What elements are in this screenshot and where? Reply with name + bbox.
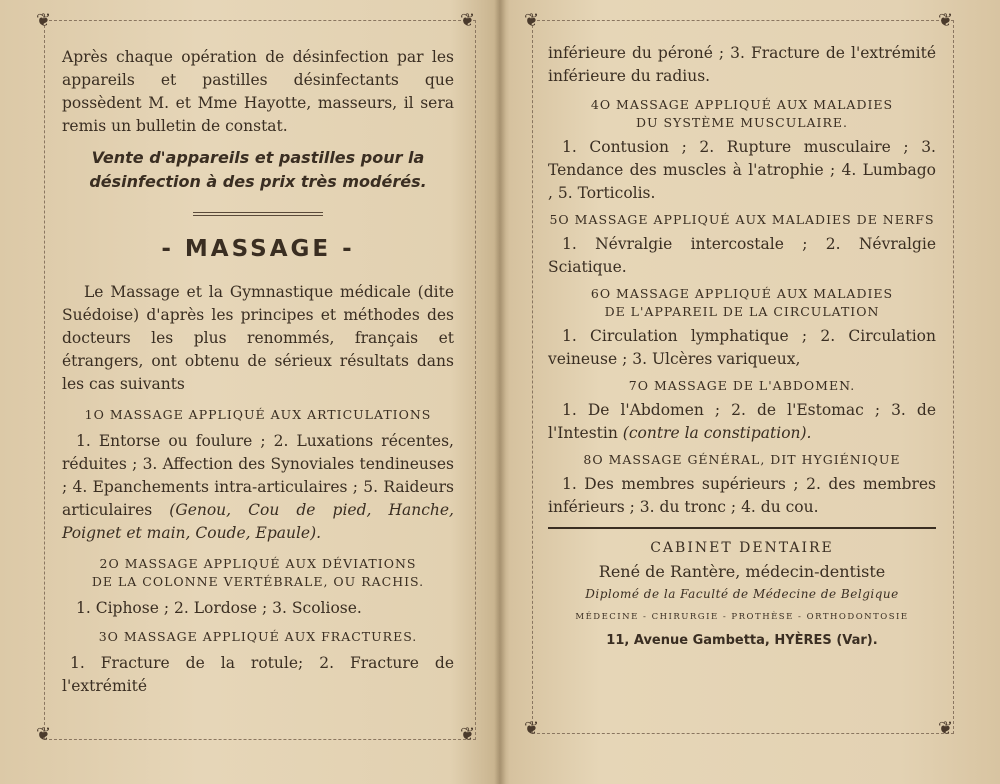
- section-4-heading-line2: DU SYSTÈME MUSCULAIRE.: [635, 115, 849, 130]
- massage-title: - MASSAGE -: [161, 236, 355, 262]
- section-6-text: 1. Circulation lymphatique ; 2. Circulation veineuse ; 3. Ulcères variqueux,: [548, 327, 936, 368]
- section-5-heading: 5O MASSAGE APPLIQUÉ AUX MALADIES DE NERFS: [549, 212, 935, 227]
- corner-ornament-icon: ❦: [524, 10, 540, 31]
- section-3-text: 1. Fracture de la rotule; 2. Fracture de l'extrémité: [62, 654, 454, 695]
- section-4-heading-line1: 4O MASSAGE APPLIQUÉ AUX MALADIES: [590, 97, 894, 112]
- section-2-heading-line1: 2O MASSAGE APPLIQUÉ AUX DÉVIATIONS: [99, 556, 417, 571]
- section-3-heading: 3O MASSAGE APPLIQUÉ AUX FRACTURES.: [98, 629, 418, 644]
- intro-paragraph: Après chaque opération de désinfection par les appareils et pastilles désinfectants que possèdent M. et Mme Hayotte, masseurs, il sera remis un bulletin de constat.: [62, 48, 454, 135]
- section-5-text: 1. Névralgie intercostale ; 2. Névralgie Sciatique.: [548, 235, 936, 276]
- diploma-line: Diplomé de la Faculté de Médecine de Belgique: [585, 587, 899, 601]
- section-2-heading-line2: DE LA COLONNE VERTÉBRALE, OU RACHIS.: [91, 574, 425, 589]
- continued-text: inférieure du péroné ; 3. Fracture de l'extrémité inférieure du radius.: [548, 44, 936, 85]
- divider: [548, 527, 936, 529]
- center-fold: [494, 0, 506, 784]
- corner-ornament-icon: ❦: [36, 10, 52, 31]
- section-2-text: 1. Ciphose ; 2. Lordose ; 3. Scoliose.: [76, 599, 362, 617]
- specialties-line: MÉDECINE - CHIRURGIE - PROTHÈSE - ORTHODONTOSIE: [575, 612, 909, 622]
- dentist-name: René de Rantère, médecin-dentiste: [598, 562, 886, 581]
- corner-ornament-icon: ❦: [938, 10, 954, 31]
- corner-ornament-icon: ❦: [36, 724, 52, 745]
- right-page: [524, 10, 958, 740]
- section-7-italic: (contre la constipation).: [622, 424, 812, 442]
- cabinet-dentaire: CABINET DENTAIRE: [650, 540, 834, 556]
- massage-intro: Le Massage et la Gymnastique médicale (dite Suédoise) d'après les principes et méthodes des docteurs les plus renommés, français et étrangers, ont obtenu de sérieux résultats dans les cas suivants: [62, 283, 454, 393]
- address-line: 11, Avenue Gambetta, HYÈRES (Var).: [606, 633, 878, 648]
- left-page: [36, 10, 480, 745]
- section-8-text: 1. Des membres supérieurs ; 2. des membres inférieurs ; 3. du tronc ; 4. du cou.: [548, 475, 936, 516]
- section-7-heading: 7O MASSAGE DE L'ABDOMEN.: [628, 378, 856, 393]
- section-6-heading-line2: DE L'APPAREIL DE LA CIRCULATION: [604, 304, 880, 319]
- section-1-text: 1. Entorse ou foulure ; 2. Luxations récentes, réduites ; 3. Affection des Synoviales tendineuses ; 4. Epanchements intra-articulaires ; 5. Raideurs articulaires: [62, 432, 454, 519]
- section-1-italic: (Genou, Cou de pied, Hanche, Poignet et main, Coude, Epaule).: [62, 501, 454, 542]
- corner-ornament-icon: ❦: [938, 718, 954, 739]
- corner-ornament-icon: ❦: [460, 724, 476, 745]
- section-6-heading-line1: 6O MASSAGE APPLIQUÉ AUX MALADIES: [590, 286, 894, 301]
- corner-ornament-icon: ❦: [460, 10, 476, 31]
- corner-ornament-icon: ❦: [524, 718, 540, 739]
- vente-notice: Vente d'appareils et pastilles pour la désinfection à des prix très modérés.: [89, 148, 427, 191]
- section-7-text: 1. De l'Abdomen ; 2. de l'Estomac ; 3. de l'Intestin: [548, 401, 936, 442]
- section-4-text: 1. Contusion ; 2. Rupture musculaire ; 3. Tendance des muscles à l'atrophie ; 4. Lumbago , 5. Torticolis.: [548, 138, 936, 202]
- section-8-heading: 8O MASSAGE GÉNÉRAL, DIT HYGIÉNIQUE: [583, 452, 901, 467]
- section-1-heading: 1O MASSAGE APPLIQUÉ AUX ARTICULATIONS: [84, 407, 432, 422]
